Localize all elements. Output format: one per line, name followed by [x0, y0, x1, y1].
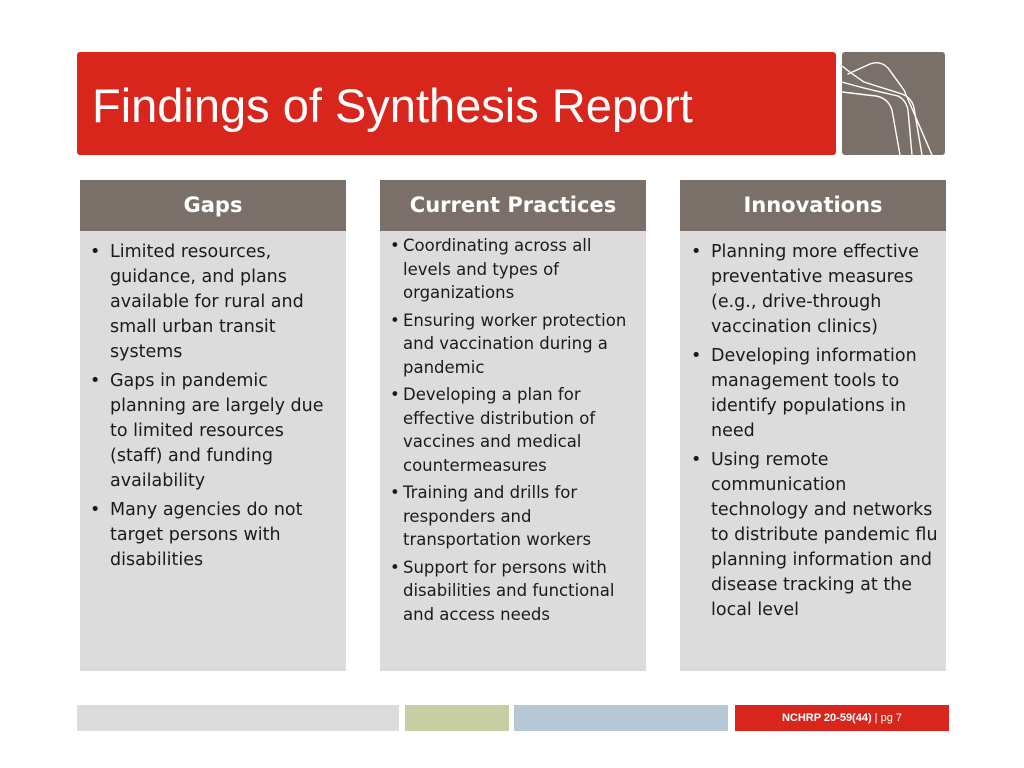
gaps-body: [80, 240, 346, 577]
list-item: • Training and drills for responders and transportation workers: [390, 483, 592, 549]
bullet-icon: •: [90, 371, 101, 391]
bullet-icon: •: [90, 242, 101, 262]
gaps-header: Gaps: [80, 180, 346, 231]
current-practices-panel: [380, 180, 646, 671]
list-item: • Planning more effective preventative measures (e.g., drive-through vaccination clinics): [691, 242, 919, 337]
bullet-icon: •: [691, 346, 702, 366]
title-banner: [77, 52, 836, 155]
bullet-icon: •: [691, 242, 702, 262]
innovations-header: Innovations: [680, 180, 946, 231]
list-item: • Coordinating across all levels and types of organizations: [390, 236, 592, 302]
list-item: • Support for persons with disabilities and functional and access needs: [390, 557, 615, 624]
gaps-panel: [80, 180, 346, 671]
list-item: • Developing a plan for effective distribution of vaccines and medical countermeasures: [390, 385, 596, 475]
footer-segment-grey: [77, 705, 399, 731]
footer-project-id: NCHRP 20-59(44): [781, 712, 872, 724]
footer-segment-olive: [405, 705, 509, 731]
list-item: • Developing information management tools to identify populations in need: [691, 346, 917, 441]
footer-segment-blue: [514, 705, 728, 731]
bullet-icon: •: [390, 483, 400, 502]
footer-separator: |: [871, 712, 881, 724]
page-number: pg 7: [880, 712, 903, 724]
innovations-panel: [680, 180, 946, 671]
list-item: • Limited resources, guidance, and plans available for rural and small urban transit systems: [90, 242, 304, 362]
bullet-icon: •: [390, 557, 400, 577]
current-practices-body: [380, 236, 646, 630]
current-practices-list: [380, 234, 646, 626]
bullet-icon: •: [90, 500, 101, 520]
logo: [842, 52, 945, 155]
footer-label: [735, 705, 949, 731]
logo-lines-icon: [842, 52, 945, 155]
footer-segment-red: [735, 705, 949, 731]
innovations-body: [680, 240, 946, 627]
innovations-list: [680, 240, 946, 623]
bullet-icon: •: [691, 450, 702, 470]
bullet-icon: •: [390, 385, 400, 404]
list-item: • Using remote communication technology and networks to distribute pandemic flu planning information and disease tracking at the local level: [691, 450, 938, 620]
bullet-icon: •: [390, 236, 400, 255]
slide-title: Findings of Synthesis Report: [92, 79, 693, 132]
bullet-icon: •: [390, 310, 400, 330]
list-item: • Ensuring worker protection and vaccination during a pandemic: [390, 310, 627, 377]
list-item: • Gaps in pandemic planning are largely due to limited resources (staff) and funding availability: [90, 371, 324, 491]
list-item: • Many agencies do not target persons with disabilities: [90, 500, 303, 570]
gaps-list: [80, 240, 346, 573]
current-practices-header: Current Practices: [380, 180, 646, 231]
